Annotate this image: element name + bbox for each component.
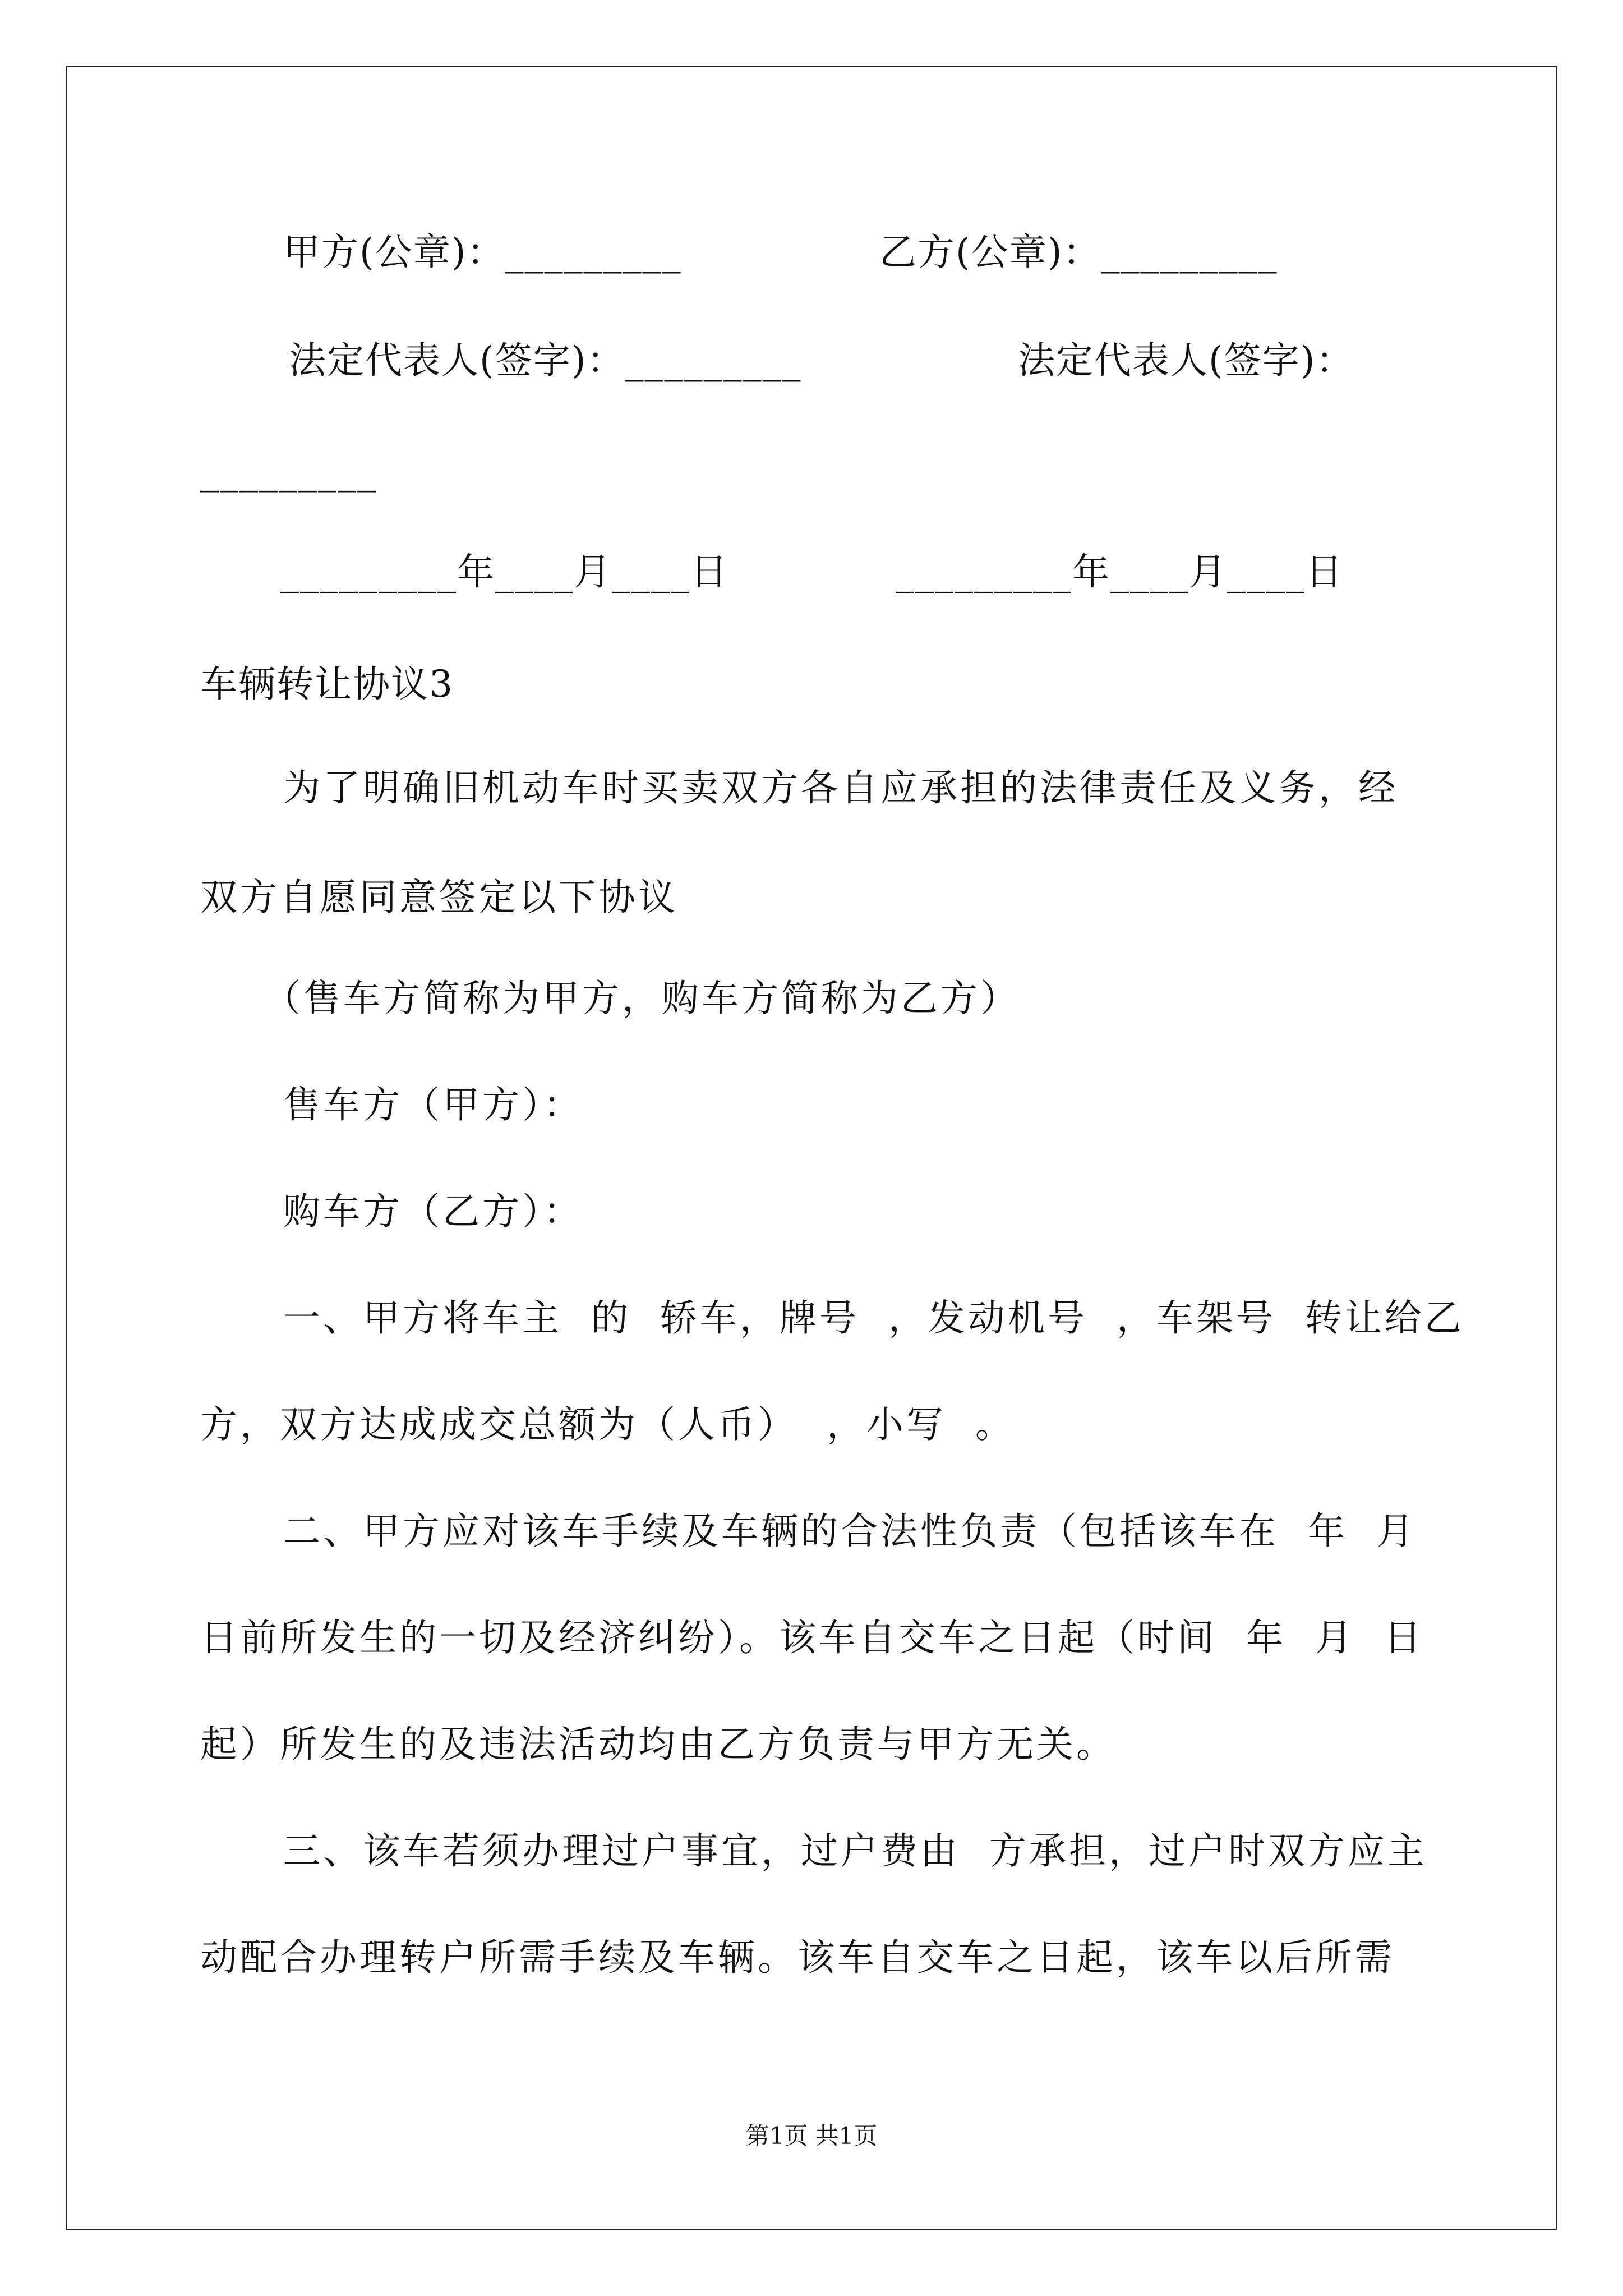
party-b-date: _________年____月____日 xyxy=(896,550,1344,593)
buyer-label: 购车方（乙方）： xyxy=(283,1190,583,1233)
party-a-seal: 甲方(公章)：_________ xyxy=(283,231,682,274)
clause-3-line-1: 三、该车若须办理过户事宜，过户费由 方承担，过户时双方应主 xyxy=(283,1829,1427,1872)
party-b-representative-blank: _________ xyxy=(200,449,377,493)
document-title: 车辆转让协议3 xyxy=(200,662,454,706)
page-border xyxy=(66,66,1557,2230)
body-line-2: 双方自愿同意签定以下协议 xyxy=(200,876,678,919)
party-b-seal: 乙方(公章)：_________ xyxy=(879,231,1278,274)
clause-1-line-2: 方，双方达成成交总额为（人币） ，小写 。 xyxy=(200,1403,1015,1446)
body-line-1: 为了明确旧机动车时买卖双方各自应承担的法律责任及义务，经 xyxy=(283,766,1398,809)
party-a-representative: 法定代表人(签字)：_________ xyxy=(289,339,802,382)
page-number: 第1页 共1页 xyxy=(745,2122,878,2150)
seller-label: 售车方（甲方）： xyxy=(283,1083,583,1126)
party-b-representative: 法定代表人(签字)： xyxy=(1018,339,1354,382)
clause-3-line-2: 动配合办理转户所需手续及车辆。该车自交车之日起，该车以后所需 xyxy=(200,1936,1395,1979)
clause-2-line-2: 日前所发生的一切及经济纠纷）。该车自交车之日起（时间 年 月 日 xyxy=(200,1616,1424,1659)
party-a-date: _________年____月____日 xyxy=(280,550,728,593)
clause-1-line-1: 一、甲方将车主 的 轿车，牌号 ，发动机号 ，车架号 转让给乙 xyxy=(283,1296,1464,1340)
clause-2-line-1: 二、甲方应对该车手续及车辆的合法性负责（包括该车在 年 月 xyxy=(283,1510,1417,1553)
body-line-3: （售车方简称为甲方，购车方简称为乙方） xyxy=(264,977,1020,1020)
clause-2-line-3: 起）所发生的及违法活动均由乙方负责与甲方无关。 xyxy=(200,1723,1116,1766)
